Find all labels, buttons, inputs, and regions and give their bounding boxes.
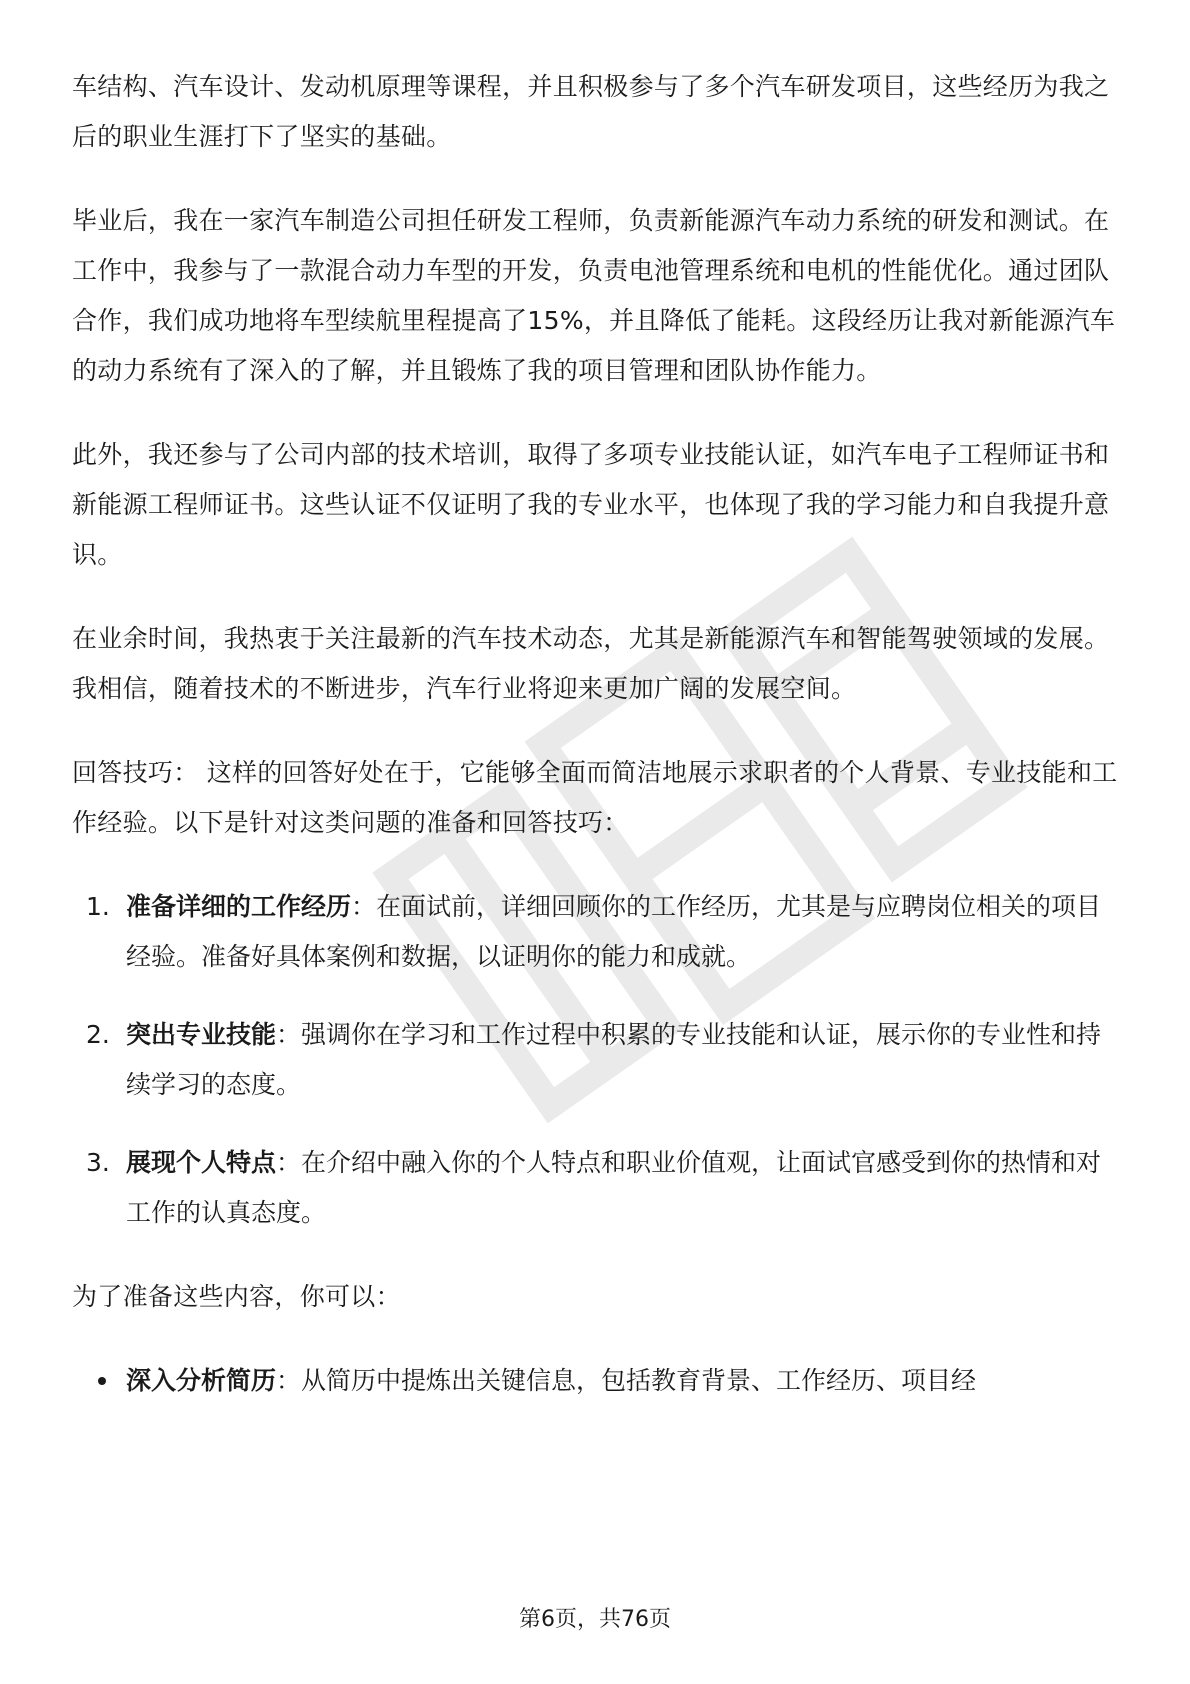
list-item — [72, 1138, 1122, 1238]
list-number: 1. — [86, 892, 110, 921]
list-item-title: 突出专业技能 — [126, 1020, 277, 1049]
page-footer: 第6页，共76页 — [519, 1607, 671, 1632]
bullet-icon — [98, 1377, 106, 1385]
list-item-title: 准备详细的工作经历 — [126, 892, 352, 921]
list-item-title: 深入分析简历 — [126, 1366, 277, 1395]
list-item — [72, 882, 1122, 982]
list-item — [72, 1010, 1122, 1110]
document-body — [72, 62, 1122, 1406]
list-item-title: 展现个人特点 — [126, 1148, 277, 1177]
paragraph: 在业余时间，我热衷于关注最新的汽车技术动态，尤其是新能源汽车和智能驾驶领域的发展。我相信，随着技术的不断进步，汽车行业将迎来更加广阔的发展空间。 — [72, 624, 1110, 703]
list-item-text: ：强调你在学习和工作过程中积累的专业技能和认证，展示你的专业性和持续学习的态度。 — [126, 1020, 1102, 1099]
list-item-text: ：从简历中提炼出关键信息，包括教育背景、工作经历、项目经 — [276, 1366, 977, 1395]
paragraph: 车结构、汽车设计、发动机原理等课程，并且积极参与了多个汽车研发项目，这些经历为我之后的职业生涯打下了坚实的基础。 — [72, 72, 1110, 151]
tips-list — [72, 882, 1122, 1238]
list-item — [72, 1356, 1122, 1406]
paragraph: 此外，我还参与了公司内部的技术培训，取得了多项专业技能认证，如汽车电子工程师证书和新能源工程师证书。这些认证不仅证明了我的专业水平，也体现了我的学习能力和自我提升意识。 — [72, 440, 1110, 569]
paragraph: 回答技巧： 这样的回答好处在于，它能够全面而简洁地展示求职者的个人背景、专业技能和工作经验。以下是针对这类问题的准备和回答技巧： — [72, 758, 1118, 837]
list-number: 2. — [86, 1020, 110, 1049]
list-number: 3. — [86, 1148, 110, 1177]
list-item-text: ：在面试前，详细回顾你的工作经历，尤其是与应聘岗位相关的项目经验。准备好具体案例和数据，以证明你的能力和成就。 — [126, 892, 1102, 971]
paragraph: 为了准备这些内容，你可以： — [72, 1282, 401, 1311]
list-item-text: ：在介绍中融入你的个人特点和职业价值观，让面试官感受到你的热情和对工作的认真态度。 — [126, 1148, 1102, 1227]
paragraph: 毕业后，我在一家汽车制造公司担任研发工程师，负责新能源汽车动力系统的研发和测试。在工作中，我参与了一款混合动力车型的开发，负责电池管理系统和电机的性能优化。通过团队合作，我们成功地将车型续航里程提高了15%，并且降低了能耗。这段经历让我对新能源汽车的动力系统有了深入的了解，并且锻炼了我的项目管理和团队协作能力。 — [72, 206, 1116, 385]
bullet-list — [72, 1356, 1122, 1406]
